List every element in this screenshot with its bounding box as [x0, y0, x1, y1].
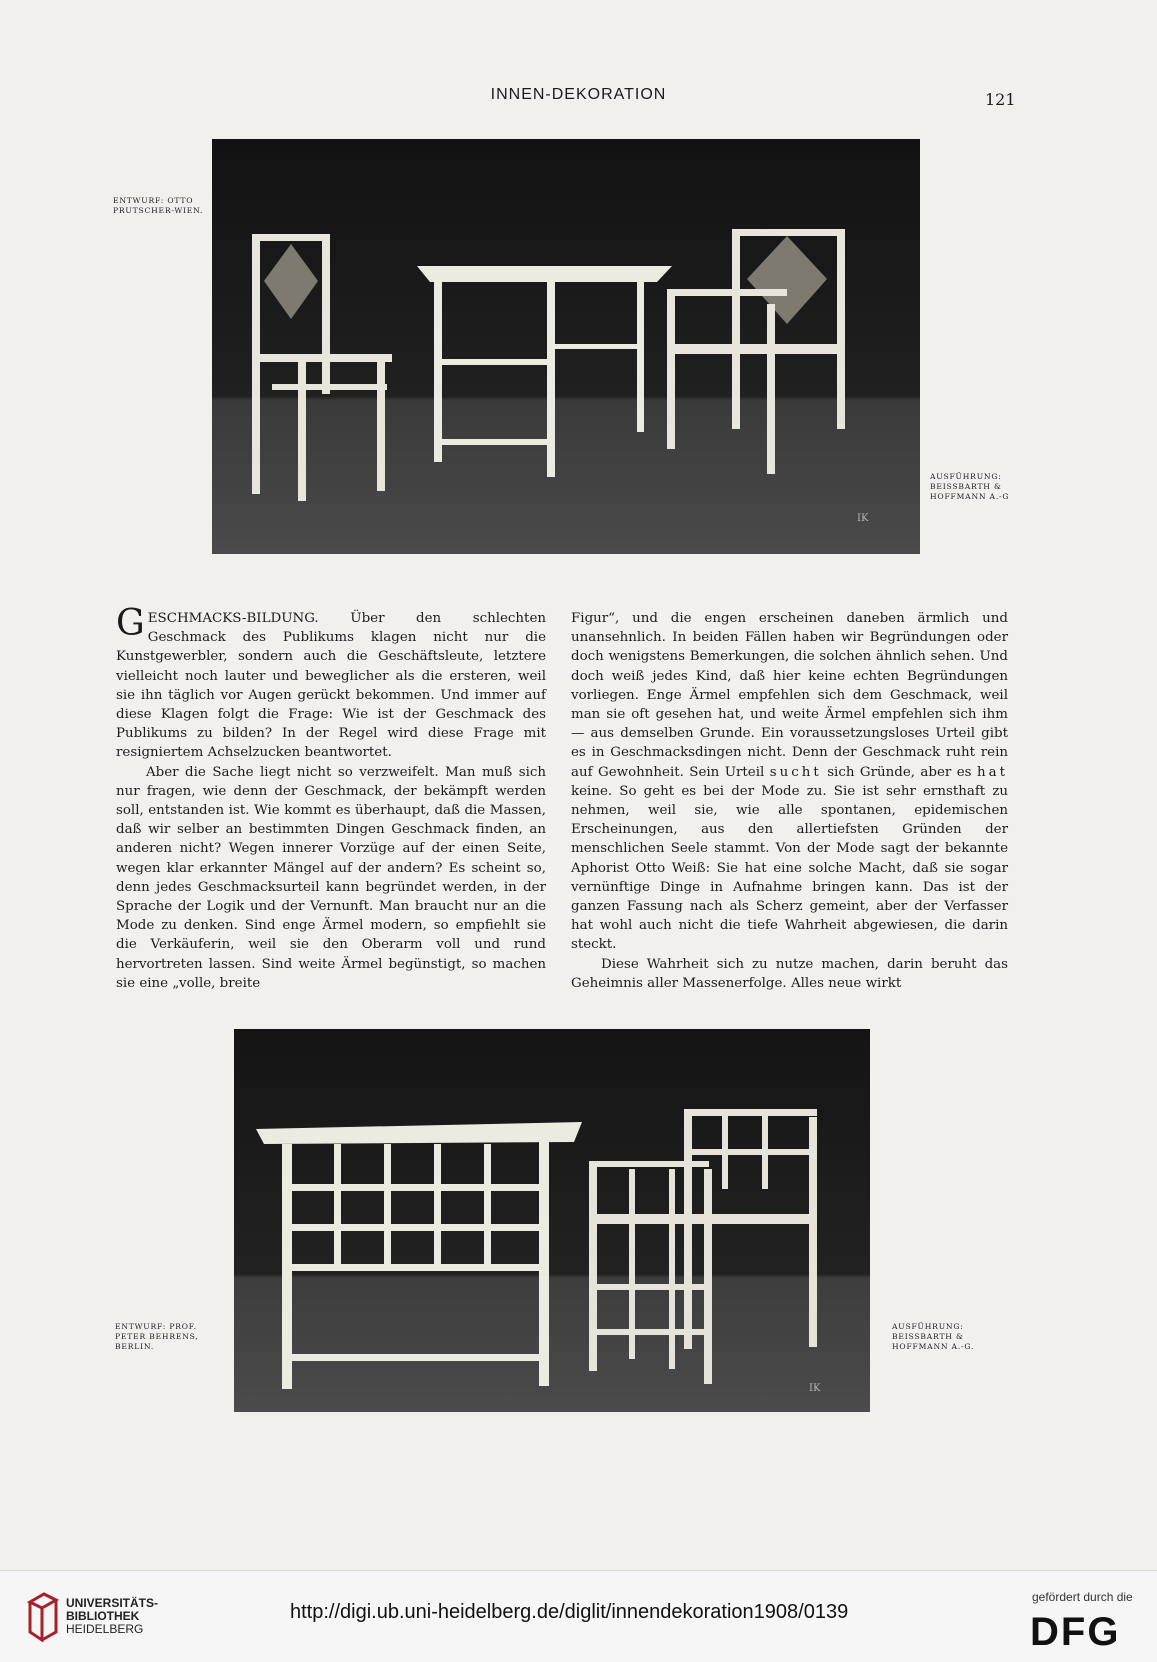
library-name-line: UNIVERSITÄTS-	[66, 1596, 159, 1610]
library-logo-icon[interactable]	[26, 1592, 60, 1646]
photo-monogram: IK	[857, 513, 869, 524]
caption-line: AUSFÜHRUNG:	[892, 1322, 964, 1331]
dfg-logo[interactable]: DFG	[1030, 1610, 1121, 1654]
figure2-photo	[234, 1029, 870, 1412]
paragraph-text: Aber die Sache liegt nicht so verzweifelt. Man muß sich nur fragen, wie denn der Geschmack, der bekämpft werden soll, entstanden ist. Wie kommt es überhaupt, daß die Massen, daß wir selber an bestimmten Dingen Geschmack finden, an anderen nicht? Wegen innerer Vorzüge auf der einen Seite, wegen klar erkannter Mängel auf der andern? Es scheint so, denn jedes Geschmacksurteil kann begründet werden, in der Sprache der Logik und der Vernunft. Man braucht nur an die Mode zu denken. Sind enge Ärmel modern, so empfiehlt sie die Verkäuferin, weil sie den Oberarm voll und rund hervortreten lassen. Sind weite Ärmel begünstigt, so machen sie eine „volle, breite	[116, 764, 546, 991]
photo-monogram: IK	[809, 1383, 821, 1394]
figure2-design-caption	[115, 1322, 199, 1352]
article-column-1	[116, 603, 546, 993]
caption-line: HOFFMANN A.-G.	[892, 1342, 975, 1351]
caption-line: BEISSBARTH &	[892, 1332, 964, 1341]
figure2-execution-caption	[892, 1322, 974, 1352]
library-name[interactable]	[66, 1597, 158, 1636]
library-name-line: BIBLIOTHEK	[66, 1609, 140, 1623]
caption-line: HOFFMANN A.-G	[930, 492, 1010, 501]
paragraph-text: Über den schlechten Geschmack des Publikums klagen nicht nur die Kunstgewerbler, sondern auch die Geschäftsleute, letztere vielleicht noch lauter und beweglicher als die ersteren, weil sie ihn täglich vor Augen gerückt bekommen. Und immer auf diese Klagen folgt die Frage: Wie ist der Geschmack des Publikums zu bilden? In der Regel wird diese Frage mit resigniertem Achselzucken beantwortet.	[116, 611, 546, 761]
article-column-2	[571, 609, 1008, 993]
funded-by-label: gefördert durch die	[1032, 1590, 1133, 1604]
furniture-photo-1	[212, 139, 920, 554]
paragraph-text: Figur“, und die engen erscheinen daneben ärmlich und unansehnlich. In beiden Fällen haben wir Begründungen oder doch wenigstens Bemerkungen, die solchen ähnlich sehen. Und doch weiß jedes Kind, daß hier keine echten Begründungen vorliegen. Enge Ärmel empfehlen sich dem Geschmack, weil man sie oft gesehen hat, und weite Ärmel empfehlen sich ihm — aus demselben Grunde. Ein voraussetzungsloses Urteil gibt es in Geschmacksdingen nicht. Denn der Geschmack ruht rein auf Gewohnheit. Sein Urteil	[571, 611, 1008, 780]
figure1-design-caption	[113, 196, 203, 216]
caption-line: ENTWURF: PROF.	[115, 1322, 197, 1331]
paragraph-text: sich Gründe, aber es	[827, 764, 972, 780]
document-url-link[interactable]: http://digi.ub.uni-heidelberg.de/diglit/innendekoration1908/0139	[290, 1601, 849, 1623]
article-heading: ESCHMACKS-BILDUNG.	[147, 611, 319, 626]
paragraph-text: keine. So geht es bei der Mode zu. Sie ist sehr ernsthaft zu nehmen, weil sie, wie alle spontanen, epidemischen Erscheinungen, aus den allertiefsten Gründen der menschlichen Seele stammt. Von der Mode sagt der bekannte Aphorist Otto Weiß: Sie hat eine solche Macht, daß sie sogar vernünftige Dinge in Aufnahme bringen kann. Das ist der ganzen Fassung nach als Scherz gemeint, aber der Verfasser hat wohl auch nicht die tiefe Wahrheit abgewiesen, die darin steckt.	[571, 783, 1008, 953]
caption-line: ENTWURF: OTTO	[113, 196, 194, 205]
paragraph-text: Diese Wahrheit sich zu nutze machen, darin beruht das Geheimnis aller Massenerfolge. Alles neue wirkt	[571, 956, 1008, 991]
drop-cap: G	[116, 603, 145, 644]
caption-line: BEISSBARTH &	[930, 482, 1002, 491]
caption-line: AUSFÜHRUNG:	[930, 472, 1002, 481]
caption-line: PRUTSCHER-WIEN.	[113, 206, 204, 215]
running-title: INNEN-DEKORATION	[490, 86, 667, 103]
library-name-line: HEIDELBERG	[66, 1622, 144, 1636]
figure1-execution-caption	[930, 472, 1009, 502]
emphasis-text: hat	[976, 764, 1008, 780]
figure1-photo	[212, 139, 920, 554]
caption-line: BERLIN.	[115, 1342, 155, 1351]
caption-line: PETER BEHRENS,	[115, 1332, 199, 1341]
emphasis-text: sucht	[769, 764, 822, 780]
page-number: 121	[985, 90, 1016, 109]
furniture-photo-2	[234, 1029, 870, 1412]
